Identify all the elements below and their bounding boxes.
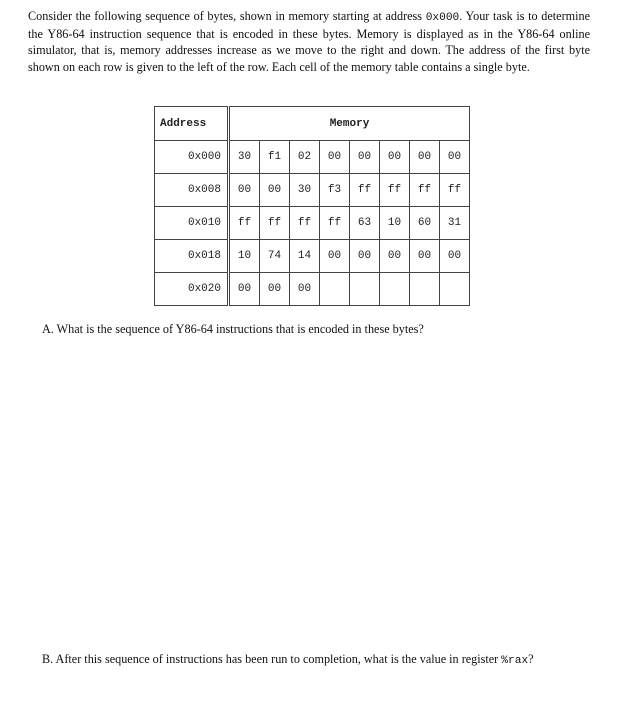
memory-byte: f3 xyxy=(320,174,350,207)
question-b xyxy=(42,651,534,669)
memory-byte: 00 xyxy=(260,174,290,207)
memory-byte: ff xyxy=(350,174,380,207)
memory-byte: 74 xyxy=(260,240,290,273)
memory-byte: 02 xyxy=(290,141,320,174)
memory-byte: 00 xyxy=(290,273,320,306)
memory-row xyxy=(155,174,470,207)
memory-byte: ff xyxy=(410,174,440,207)
row-address: 0x018 xyxy=(155,240,229,273)
memory-byte: 00 xyxy=(229,174,260,207)
memory-byte: 10 xyxy=(229,240,260,273)
address-column-header: Address xyxy=(155,107,229,141)
memory-byte: ff xyxy=(380,174,410,207)
memory-byte xyxy=(440,273,470,306)
memory-byte: 00 xyxy=(410,141,440,174)
question-a: A. What is the sequence of Y86-64 instructions that is encoded in these bytes? xyxy=(42,322,424,336)
memory-byte: 00 xyxy=(350,240,380,273)
memory-byte: 30 xyxy=(290,174,320,207)
row-address: 0x000 xyxy=(155,141,229,174)
problem-intro xyxy=(28,8,590,75)
memory-byte xyxy=(410,273,440,306)
intro-text-2: . Your task is to determine the Y86-64 instruction sequence that is encoded in these bytes. Memory is displayed as in the Y86-64 online simulator, that is, memory addresses increase as we move to the right and down. The address of the first byte shown on each row is given to the left of the row. Each cell of the memory table contains a single byte. xyxy=(28,9,591,74)
memory-byte: 10 xyxy=(380,207,410,240)
memory-row xyxy=(155,273,470,306)
memory-byte: 00 xyxy=(440,141,470,174)
memory-byte: ff xyxy=(320,207,350,240)
memory-byte: 00 xyxy=(260,273,290,306)
memory-byte: 00 xyxy=(440,240,470,273)
memory-byte: 63 xyxy=(350,207,380,240)
memory-byte: ff xyxy=(260,207,290,240)
start-address: 0x000 xyxy=(425,12,460,24)
memory-byte: ff xyxy=(229,207,260,240)
memory-byte xyxy=(320,273,350,306)
memory-table-header xyxy=(155,107,470,141)
memory-byte: 00 xyxy=(380,141,410,174)
question-b-text: B. After this sequence of instructions has been run to completion, what is the value in register xyxy=(42,652,502,666)
memory-byte: f1 xyxy=(260,141,290,174)
memory-table-body xyxy=(155,141,470,306)
memory-byte xyxy=(350,273,380,306)
memory-table xyxy=(154,106,470,306)
question-b-end: ? xyxy=(528,652,534,666)
memory-byte: 31 xyxy=(440,207,470,240)
memory-byte: 00 xyxy=(350,141,380,174)
memory-column-header: Memory xyxy=(229,107,470,141)
memory-byte: 14 xyxy=(290,240,320,273)
memory-byte: 00 xyxy=(320,141,350,174)
memory-row xyxy=(155,141,470,174)
memory-row xyxy=(155,207,470,240)
memory-byte: ff xyxy=(290,207,320,240)
memory-byte: 00 xyxy=(380,240,410,273)
intro-text-1: Consider the following sequence of bytes, shown in memory starting at address xyxy=(28,9,426,23)
memory-byte: 60 xyxy=(410,207,440,240)
row-address: 0x008 xyxy=(155,174,229,207)
memory-byte: ff xyxy=(440,174,470,207)
memory-row xyxy=(155,240,470,273)
row-address: 0x010 xyxy=(155,207,229,240)
register-name: %rax xyxy=(501,655,529,667)
memory-byte: 00 xyxy=(410,240,440,273)
memory-byte: 00 xyxy=(229,273,260,306)
memory-byte xyxy=(380,273,410,306)
memory-byte: 30 xyxy=(229,141,260,174)
memory-byte: 00 xyxy=(320,240,350,273)
row-address: 0x020 xyxy=(155,273,229,306)
